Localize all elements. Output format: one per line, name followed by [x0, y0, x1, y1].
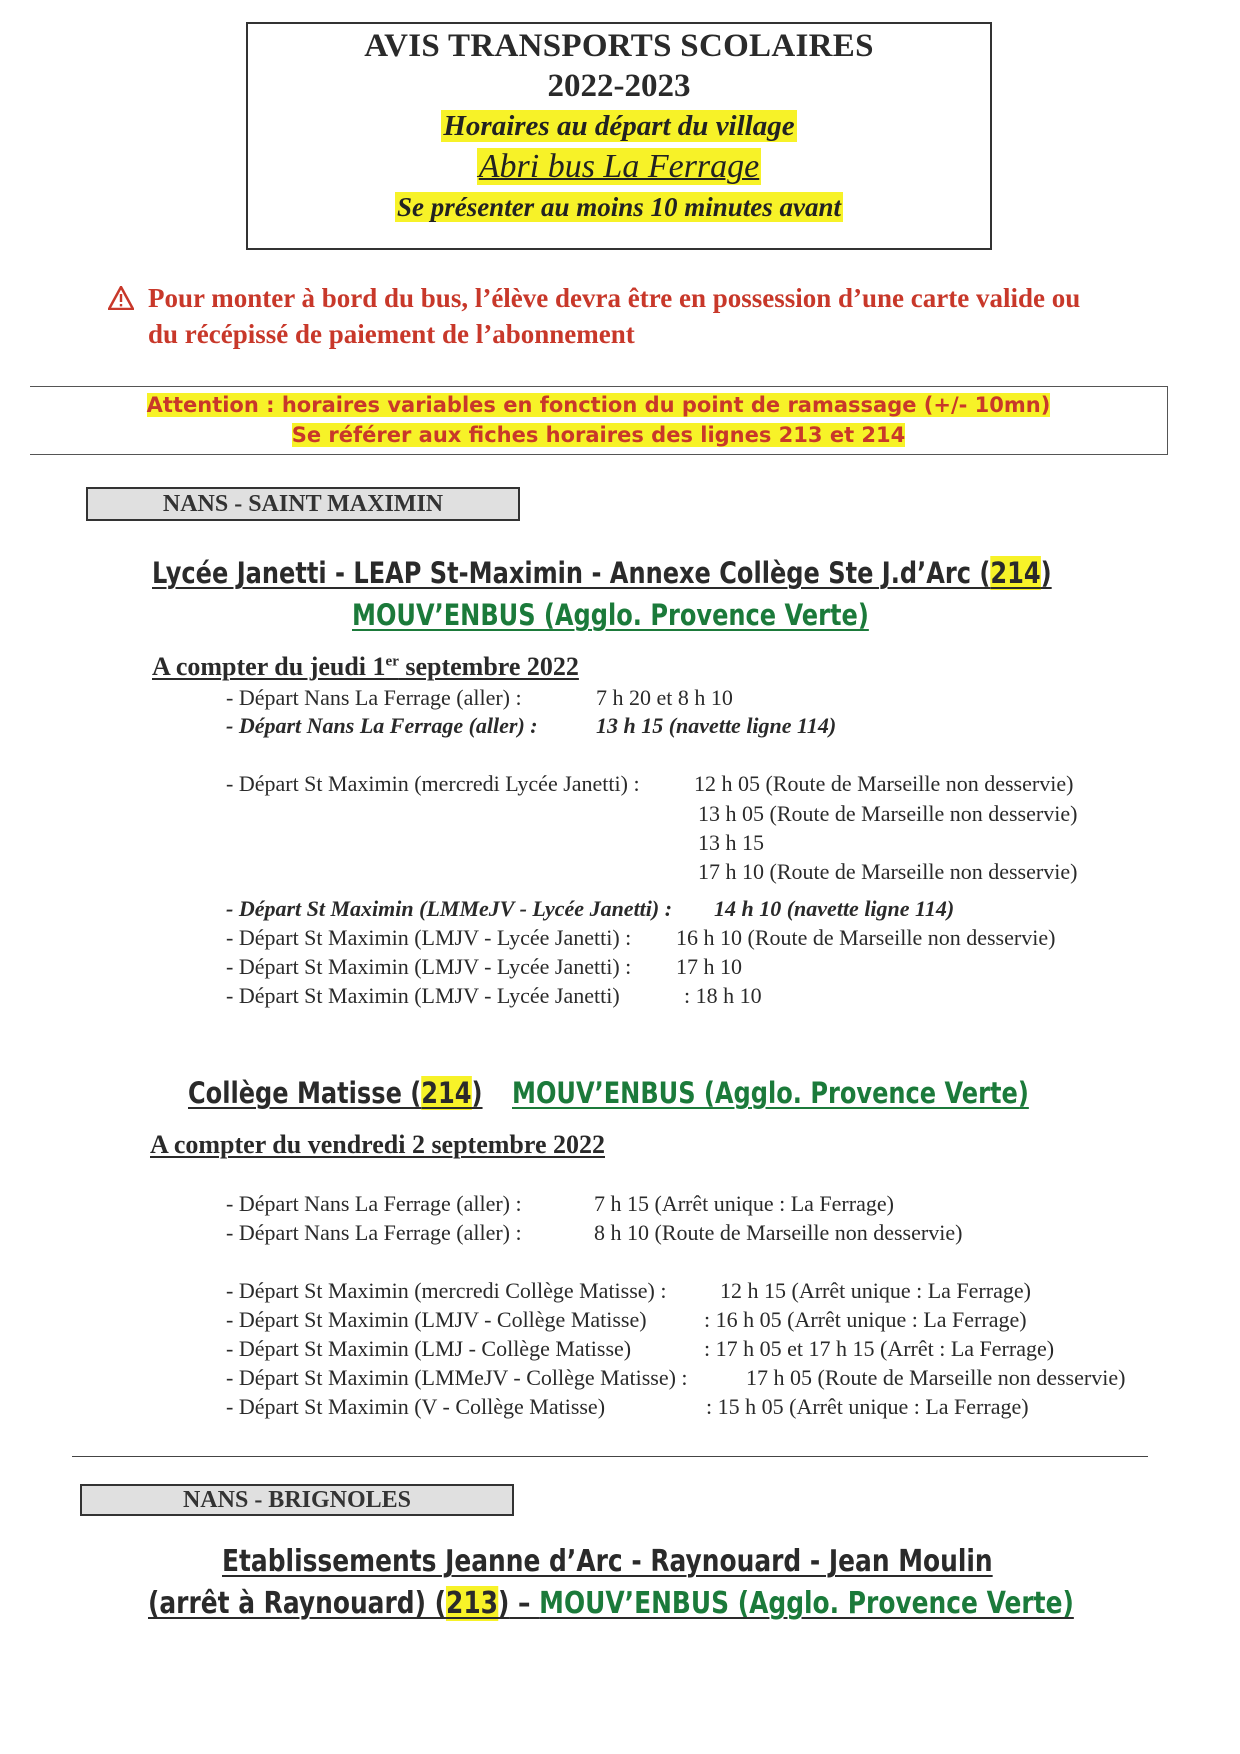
schedule-row: - Départ St Maximin (LMMeJV - Collège Matisse) : 17 h 05 (Route de Marseille non desservie)	[226, 1365, 1126, 1390]
line-number-badge: 213	[446, 1586, 499, 1621]
etablissements-heading: Etablissements Jeanne d’Arc - Raynouard - Jean Moulin	[222, 1544, 993, 1579]
matisse-start-date: A compter du vendredi 2 septembre 2022	[150, 1130, 605, 1159]
departure-note: Horaires au départ du village	[443, 110, 795, 142]
header-box	[246, 22, 992, 250]
attention-line-2: Se référer aux fiches horaires des lignes 213 et 214	[291, 423, 906, 447]
section-label-saint-maximin: NANS - SAINT MAXIMIN	[86, 487, 520, 521]
schedule-row: - Départ Nans La Ferrage (aller) : 7 h 15 (Arrêt unique : La Ferrage)	[226, 1191, 894, 1216]
janetti-heading: Lycée Janetti - LEAP St-Maximin - Annexe Collège Ste J.d’Arc (214)	[152, 556, 1052, 590]
schedule-row: - Départ St Maximin (mercredi Lycée Janetti) : 12 h 05 (Route de Marseille non desservie)	[226, 771, 1074, 796]
schedule-row: - Départ St Maximin (LMJV - Lycée Janetti) : 18 h 10	[226, 983, 762, 1008]
schedule-row: - Départ Nans La Ferrage (aller) : 8 h 10 (Route de Marseille non desservie)	[226, 1220, 963, 1245]
section-label-brignoles: NANS - BRIGNOLES	[80, 1484, 514, 1516]
warning-icon	[108, 286, 134, 310]
school-year: 2022-2023	[547, 68, 691, 104]
schedule-row: - Départ St Maximin (V - Collège Matisse) : 15 h 05 (Arrêt unique : La Ferrage)	[226, 1394, 1029, 1419]
schedule-row: - Départ Nans La Ferrage (aller) : 13 h 15 (navette ligne 114)	[226, 713, 837, 738]
notice-title: AVIS TRANSPORTS SCOLAIRES	[364, 28, 874, 64]
warning-line-1: Pour monter à bord du bus, l’élève devra être en possession d’une carte valide ou	[148, 283, 1081, 313]
schedule-row: - Départ St Maximin (LMJV - Lycée Janetti) : 16 h 10 (Route de Marseille non desservie)	[226, 925, 1056, 950]
matisse-network: MOUV’ENBUS (Agglo. Provence Verte)	[512, 1076, 1029, 1110]
section-divider	[72, 1456, 1148, 1457]
schedule-row: 13 h 05 (Route de Marseille non desservie)	[698, 801, 1078, 826]
bus-stop-name: Abri bus La Ferrage	[478, 148, 760, 185]
matisse-heading: Collège Matisse (214)	[188, 1076, 483, 1110]
schedule-row: - Départ St Maximin (LMJV - Lycée Janetti) : 17 h 10	[226, 954, 742, 979]
schedule-row: 17 h 10 (Route de Marseille non desservie)	[698, 859, 1078, 884]
schedule-row: - Départ St Maximin (LMJ - Collège Matisse) : 17 h 05 et 17 h 15 (Arrêt : La Ferrage)	[226, 1336, 1055, 1361]
schedule-row: 13 h 15	[698, 830, 764, 855]
line-number-badge: 214	[421, 1076, 472, 1110]
attention-box	[30, 386, 1168, 455]
schedule-row: - Départ St Maximin (LMJV - Collège Matisse) : 16 h 05 (Arrêt unique : La Ferrage)	[226, 1307, 1027, 1332]
schedule-row: - Départ Nans La Ferrage (aller) : 7 h 20 et 8 h 10	[226, 685, 733, 710]
brignoles-network: MOUV’ENBUS (Agglo. Provence Verte)	[539, 1586, 1074, 1621]
arrive-early-note: Se présenter au moins 10 minutes avant	[396, 192, 842, 222]
janetti-network: MOUV’ENBUS (Agglo. Provence Verte)	[352, 598, 869, 632]
janetti-start-date: A compter du jeudi 1er septembre 2022	[152, 652, 579, 681]
line-number-badge: 214	[990, 556, 1041, 590]
schedule-row: - Départ St Maximin (LMMeJV - Lycée Janetti) : 14 h 10 (navette ligne 114)	[226, 896, 955, 921]
etablissements-subheading: (arrêt à Raynouard) (213) – MOUV’ENBUS (Agglo. Provence Verte)	[148, 1586, 1074, 1621]
warning-text	[148, 280, 1240, 352]
schedule-row: - Départ St Maximin (mercredi Collège Matisse) : 12 h 15 (Arrêt unique : La Ferrage)	[226, 1278, 1031, 1303]
warning-line-2: du récépissé de paiement de l’abonnement	[148, 319, 635, 349]
attention-line-1: Attention : horaires variables en fonction du point de ramassage (+/- 10mn)	[146, 393, 1051, 417]
